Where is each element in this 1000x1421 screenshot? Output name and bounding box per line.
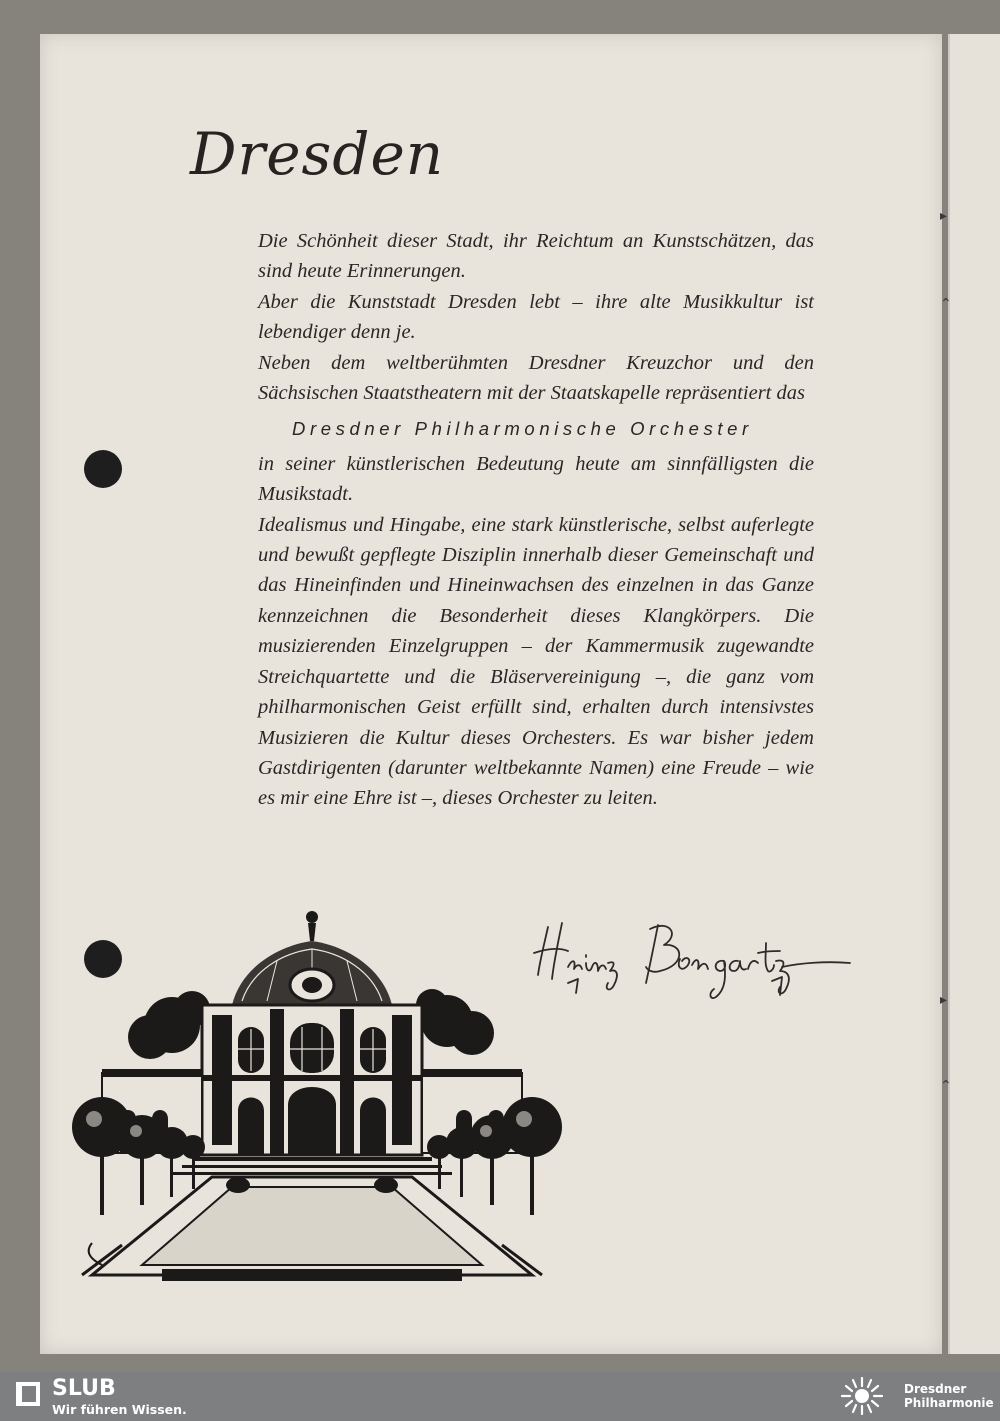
paragraph: Aber die Kunststadt Dresden lebt – ihre alte Musikkultur ist lebendiger denn je. [258, 290, 814, 344]
partner-name-line1: Dresdner [904, 1382, 967, 1396]
binding-mark: ⌃ [940, 296, 952, 312]
paragraph: in seiner künstlerischen Bedeutung heute am sinnfälligsten die Musikstadt. [258, 452, 814, 506]
library-name: SLUB [52, 1376, 116, 1401]
binding-mark: ⌃ [940, 1078, 952, 1094]
philharmonie-logo-icon [838, 1374, 886, 1420]
partner-name-line2: Philharmonie [904, 1396, 994, 1410]
binding-mark: ▸ [940, 208, 948, 224]
paragraph: Idealismus und Hingabe, eine stark künstlerische, selbst auferlegte und bewußt gepflegte Disziplin innerhalb dieser Gemeinschaft und das Hineinfinden und Hineinwachsen des einzelnen in das Ganze kennzeichnen die Besonderheit dieses Klangkörpers. Die musizierenden Einzelgruppen – der Kammermusik zugewandte Streichquartette und die Bläservereinigung –, die ganz vom philharmonischen Geist erfüllt sind, erhalten durch intensivstes Musizieren die Kultur dieses Orchesters. Es war bisher jedem Gastdirigenten (darunter weltbekannte Namen) eine Freude – wie es mir eine Ehre ist –, dieses Orchester zu leiten. [258, 513, 814, 810]
slub-logo-icon [12, 1378, 44, 1410]
ensemble-name: Dresdner Philharmonische Orchester [292, 418, 753, 440]
paragraph: Die Schönheit dieser Stadt, ihr Reichtum an Kunstschätzen, das sind heute Erinnerungen. [258, 230, 814, 283]
zwinger-pavilion-illustration [62, 905, 572, 1290]
body-text [258, 226, 814, 814]
next-page-edge [948, 34, 1000, 1354]
paragraph: Neben dem weltberühmten Dresdner Kreuzchor und den Sächsischen Staatstheatern mit der Staatskapelle repräsentiert das [258, 351, 814, 405]
partner-name [904, 1382, 994, 1410]
punch-hole-top [84, 450, 122, 488]
binding-mark: ▸ [940, 992, 948, 1008]
footer-bar [0, 1372, 1000, 1421]
signature-image [530, 905, 860, 1015]
library-tagline: Wir führen Wissen. [52, 1402, 187, 1417]
page-title: Dresden [190, 120, 445, 188]
